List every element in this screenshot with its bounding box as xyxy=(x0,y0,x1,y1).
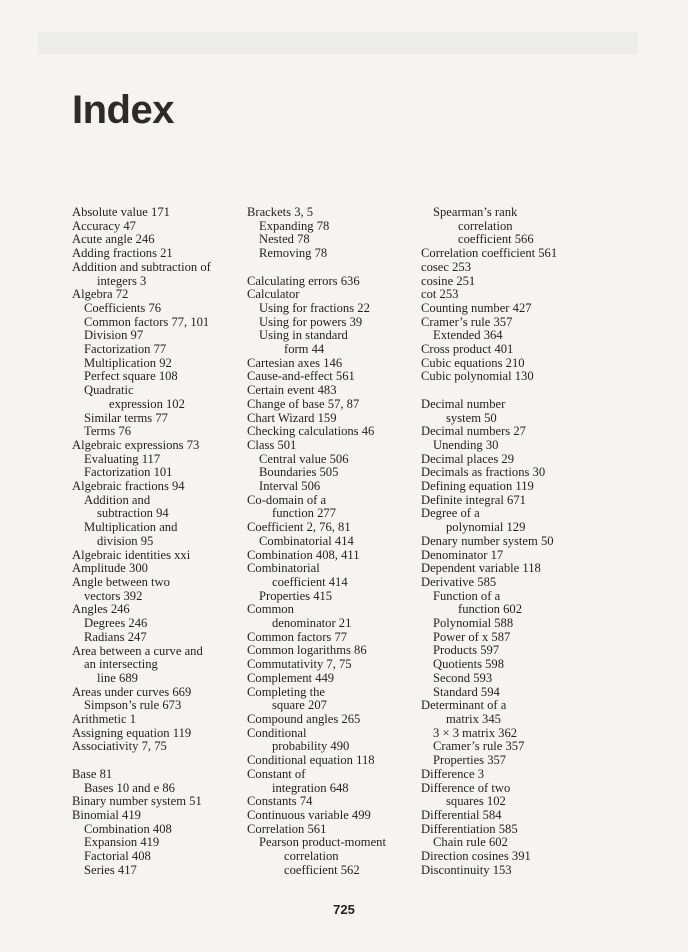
index-entry: Degree of a xyxy=(421,506,480,521)
index-subentry: correlation xyxy=(284,849,339,864)
index-entry: Certain event 483 xyxy=(247,383,337,398)
index-entry: Cubic polynomial 130 xyxy=(421,369,534,384)
index-subentry: square 207 xyxy=(272,698,327,713)
index-entry: Combinatorial xyxy=(247,561,320,576)
index-entry: Cubic equations 210 xyxy=(421,355,525,370)
index-entry: cosine 251 xyxy=(421,273,476,288)
index-subentry: Cramer’s rule 357 xyxy=(433,739,525,754)
index-subentry: Factorization 77 xyxy=(84,342,167,357)
index-entry: Complement 449 xyxy=(247,670,335,685)
index-entry: Arithmetic 1 xyxy=(72,712,137,727)
index-subentry: Perfect square 108 xyxy=(84,369,178,384)
index-subentry: Expanding 78 xyxy=(259,218,330,233)
index-subentry: Interval 506 xyxy=(259,479,321,494)
index-subentry: Quadratic xyxy=(84,383,134,398)
index-subentry: Second 593 xyxy=(433,670,493,685)
index-column-1 xyxy=(72,206,247,877)
index-entry: Cross product 401 xyxy=(421,342,514,357)
index-subentry: Radians 247 xyxy=(84,629,147,644)
index-entry: Combination 408, 411 xyxy=(247,547,360,562)
index-entry: Commutativity 7, 75 xyxy=(247,657,352,672)
index-entry: Discontinuity 153 xyxy=(421,862,512,877)
index-entry: Difference 3 xyxy=(421,766,485,781)
index-subentry: Nested 78 xyxy=(259,232,310,247)
index-entry: Definite integral 671 xyxy=(421,492,526,507)
index-subentry: coefficient 566 xyxy=(458,232,534,247)
index-subentry: probability 490 xyxy=(272,739,350,754)
index-entry: cot 253 xyxy=(421,287,459,302)
index-entry: Angle between two xyxy=(72,574,170,589)
index-entry: Completing the xyxy=(247,684,326,699)
index-subentry: Evaluating 117 xyxy=(84,451,161,466)
index-subentry: Properties 357 xyxy=(433,753,507,768)
index-entry: Conditional equation 118 xyxy=(247,753,375,768)
index-entry: Determinant of a xyxy=(421,698,507,713)
index-entry: Correlation coefficient 561 xyxy=(421,246,558,261)
index-subentry: subtraction 94 xyxy=(97,506,169,521)
index-subentry: integers 3 xyxy=(97,273,147,288)
index-subentry: polynomial 129 xyxy=(446,520,526,535)
index-entry: Continuous variable 499 xyxy=(247,807,371,822)
index-subentry: form 44 xyxy=(284,342,325,357)
index-entry: Algebraic expressions 73 xyxy=(72,437,200,452)
index-subentry: Using for powers 39 xyxy=(259,314,363,329)
index-subentry: squares 102 xyxy=(446,794,506,809)
index-subentry: Properties 415 xyxy=(259,588,333,603)
index-subentry: Addition and xyxy=(84,492,151,507)
index-subentry: Division 97 xyxy=(84,328,144,343)
index-entry: Constant of xyxy=(247,766,306,781)
index-entry: Derivative 585 xyxy=(421,574,497,589)
index-subentry: matrix 345 xyxy=(446,712,501,726)
index-entry: Brackets 3, 5 xyxy=(247,205,314,219)
index-entry: Absolute value 171 xyxy=(72,205,170,219)
index-entry: Calculating errors 636 xyxy=(247,273,360,288)
index-entry: Decimal places 29 xyxy=(421,451,515,466)
index-subentry: Factorial 408 xyxy=(84,849,151,864)
index-entry: Algebraic identities xxi xyxy=(72,547,191,562)
page-number: 725 xyxy=(333,902,355,917)
index-entry: Cramer’s rule 357 xyxy=(421,314,513,329)
index-subentry: Unending 30 xyxy=(433,437,499,452)
index-entry: Common logarithms 86 xyxy=(247,643,367,658)
index-subentry: Chain rule 602 xyxy=(433,835,508,850)
index-entry: Adding fractions 21 xyxy=(72,246,173,261)
index-subentry: Function of a xyxy=(433,588,501,603)
index-subentry: Combinatorial 414 xyxy=(259,533,354,548)
index-entry: Binary number system 51 xyxy=(72,794,202,809)
index-subentry: denominator 21 xyxy=(272,616,352,631)
index-entry: Direction cosines 391 xyxy=(421,849,531,864)
index-entry: Calculator xyxy=(247,287,300,302)
index-entry: Class 501 xyxy=(247,437,297,452)
index-subentry: Common factors 77, 101 xyxy=(84,314,210,329)
index-entry: Conditional xyxy=(247,725,307,740)
index-entry: Addition and subtraction of xyxy=(72,259,211,274)
index-entry: Acute angle 246 xyxy=(72,232,155,247)
index-entry: Compound angles 265 xyxy=(247,712,361,726)
index-subentry: Central value 506 xyxy=(259,451,349,466)
index-entry: Common xyxy=(247,602,294,617)
index-subentry: vectors 392 xyxy=(84,588,143,603)
index-subentry: Products 597 xyxy=(433,643,500,658)
index-subentry: Boundaries 505 xyxy=(259,465,339,480)
index-entry: Associativity 7, 75 xyxy=(72,739,167,754)
index-entry: Cartesian axes 146 xyxy=(247,355,343,370)
index-column-2 xyxy=(247,206,422,877)
index-entry: Base 81 xyxy=(72,766,113,781)
index-subentry: Coefficients 76 xyxy=(84,300,162,315)
index-subentry: Standard 594 xyxy=(433,684,500,699)
index-entry: Binomial 419 xyxy=(72,807,141,822)
index-subentry: 3 × 3 matrix 362 xyxy=(433,725,518,740)
index-entry: Assigning equation 119 xyxy=(72,725,192,740)
index-subentry: Combination 408 xyxy=(84,821,172,836)
index-subentry: line 689 xyxy=(97,670,138,685)
index-entry: Algebraic fractions 94 xyxy=(72,479,185,494)
index-subentry: Bases 10 and e 86 xyxy=(84,780,175,795)
index-entry: Area between a curve and xyxy=(72,643,203,658)
index-subentry: Using in standard xyxy=(259,328,348,343)
index-subentry: coefficient 562 xyxy=(284,862,360,877)
index-entry: Decimals as fractions 30 xyxy=(421,465,546,480)
index-subentry: an intersecting xyxy=(84,657,158,672)
index-entry: Denary number system 50 xyxy=(421,533,554,548)
index-entry: Counting number 427 xyxy=(421,300,532,315)
index-entry: Constants 74 xyxy=(247,794,313,809)
index-subentry: Polynomial 588 xyxy=(433,616,514,631)
index-subentry: Removing 78 xyxy=(259,246,328,261)
index-subentry: Extended 364 xyxy=(433,328,503,343)
index-subentry: Factorization 101 xyxy=(84,465,173,480)
index-subentry: correlation xyxy=(458,218,513,233)
index-subentry: Power of x 587 xyxy=(433,629,511,644)
index-entry: Amplitude 300 xyxy=(72,561,148,576)
index-subentry: Quotients 598 xyxy=(433,657,505,672)
index-entry: Correlation 561 xyxy=(247,821,327,836)
index-subentry: division 95 xyxy=(97,533,154,548)
index-entry: Denominator 17 xyxy=(421,547,504,562)
index-entry: Accuracy 47 xyxy=(72,218,136,233)
index-subentry: Degrees 246 xyxy=(84,616,148,631)
index-entry: Differentiation 585 xyxy=(421,821,518,836)
index-subentry: Spearman’s rank xyxy=(433,205,518,219)
index-entry: Algebra 72 xyxy=(72,287,129,302)
index-subentry: function 277 xyxy=(272,506,337,521)
page-title: Index xyxy=(72,88,174,132)
index-entry: Change of base 57, 87 xyxy=(247,396,360,411)
index-entry: Decimal number xyxy=(421,396,506,411)
running-header-band xyxy=(38,32,638,54)
index-entry: Angles 246 xyxy=(72,602,130,617)
index-subentry: Using for fractions 22 xyxy=(259,300,370,315)
index-subentry: function 602 xyxy=(458,602,523,617)
index-entry: Defining equation 119 xyxy=(421,479,534,494)
index-entry: Dependent variable 118 xyxy=(421,561,541,576)
index-entry: Chart Wizard 159 xyxy=(247,410,337,425)
index-entry: Co-domain of a xyxy=(247,492,327,507)
index-subentry: Multiplication 92 xyxy=(84,355,172,370)
index-entry: Checking calculations 46 xyxy=(247,424,375,439)
index-entry: Coefficient 2, 76, 81 xyxy=(247,520,351,535)
index-entry: Areas under curves 669 xyxy=(72,684,192,699)
index-entry: Difference of two xyxy=(421,780,511,795)
index-subentry: Multiplication and xyxy=(84,520,178,535)
index-entry: cosec 253 xyxy=(421,259,472,274)
index-subentry: Pearson product-moment xyxy=(259,835,386,850)
index-subentry: Terms 76 xyxy=(84,424,132,439)
index-subentry: Expansion 419 xyxy=(84,835,160,850)
index-column-3 xyxy=(421,206,596,877)
index-subentry: expression 102 xyxy=(109,396,185,411)
index-subentry: Similar terms 77 xyxy=(84,410,168,425)
index-subentry: integration 648 xyxy=(272,780,349,795)
index-entry: Cause-and-effect 561 xyxy=(247,369,355,384)
index-subentry: Simpson’s rule 673 xyxy=(84,698,182,713)
index-entry: Common factors 77 xyxy=(247,629,348,644)
index-entry: Differential 584 xyxy=(421,807,502,822)
index-subentry: coefficient 414 xyxy=(272,574,348,589)
index-subentry: system 50 xyxy=(446,410,497,425)
index-entry: Decimal numbers 27 xyxy=(421,424,526,439)
index-subentry: Series 417 xyxy=(84,862,137,877)
